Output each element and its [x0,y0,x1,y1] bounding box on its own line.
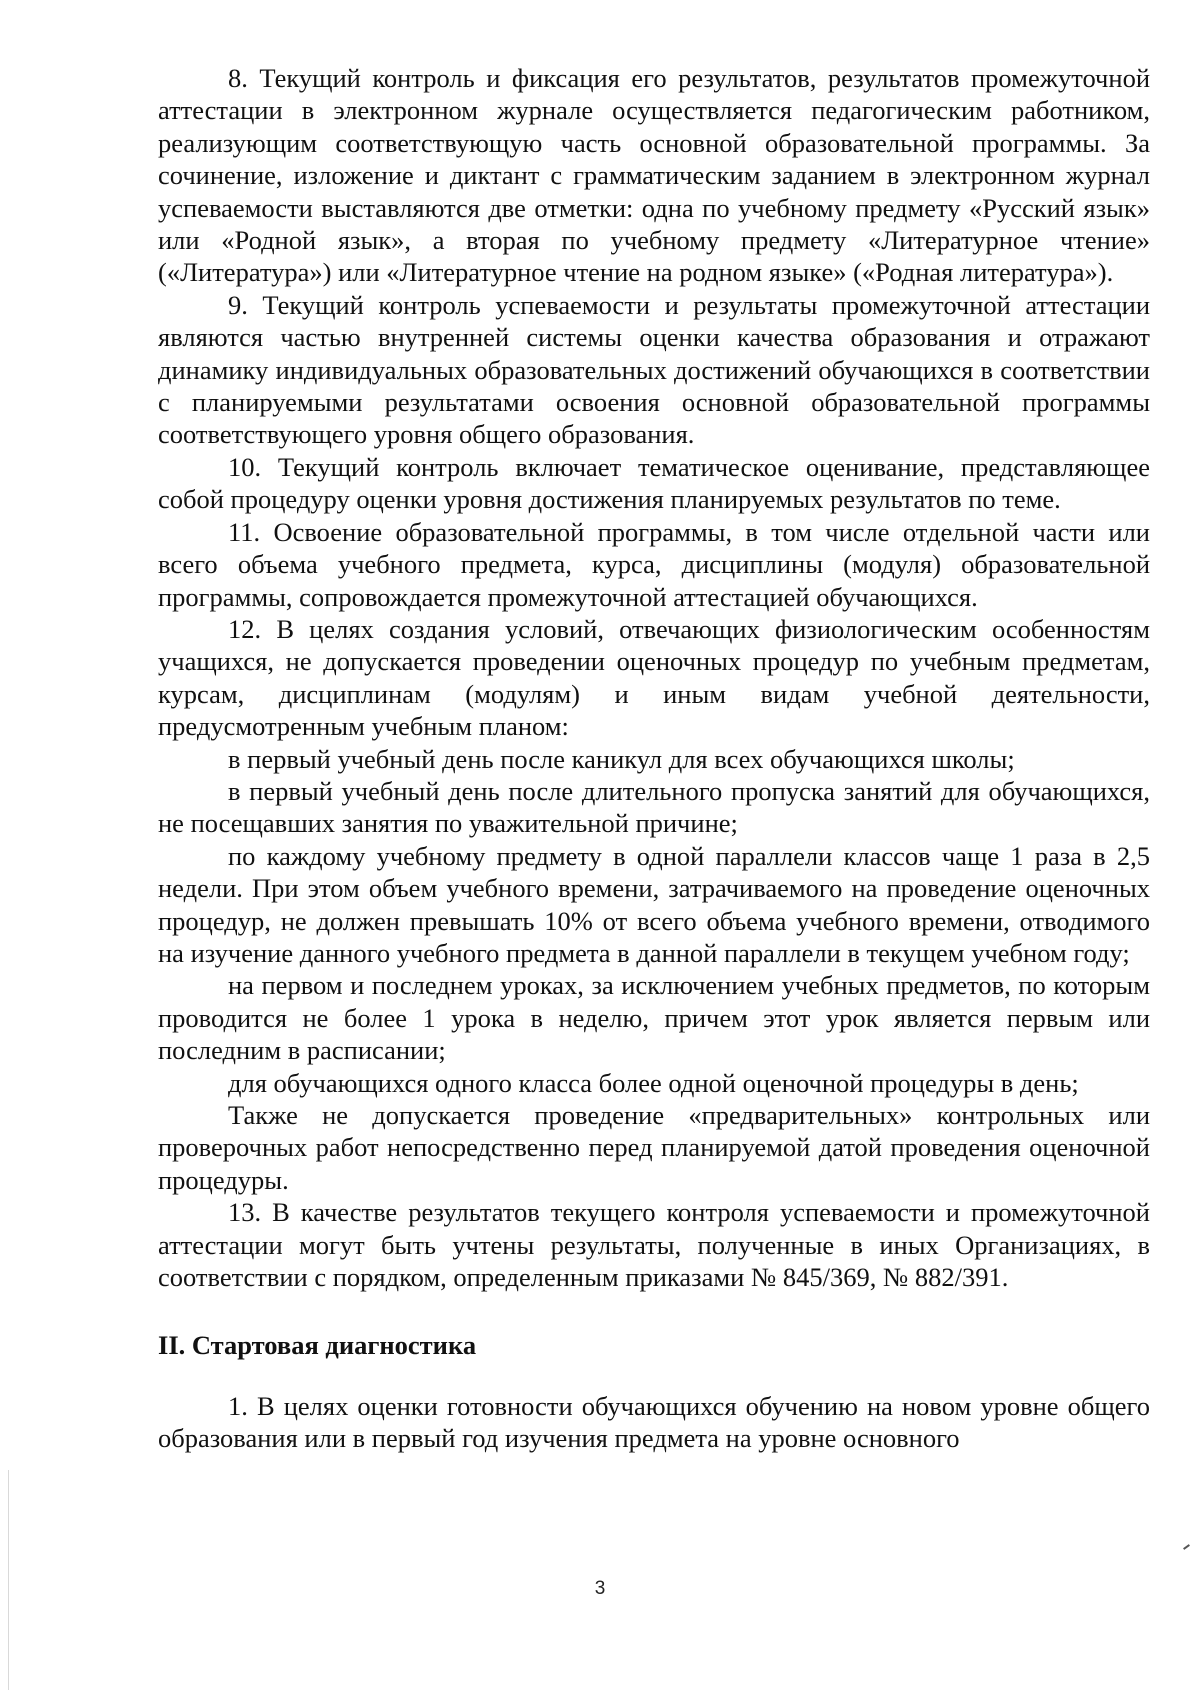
paragraph-item-10: 10. Текущий контроль включает тематическое оценивание, представляющее собой процедуру оценки уровня достижения планируемых результатов по теме. [158,451,1150,515]
list-item-after-absence: в первый учебный день после длительного пропуска занятий для обучающихся, не посещавших занятия по уважительной причине; [158,775,1150,839]
paragraph-item-9: 9. Текущий контроль успеваемости и результаты промежуточной аттестации являются частью внутренней системы оценки качества образования и отражают динамику индивидуальных образовательных достижений обучающихся в соответствии с планируемыми результатами освоения основной образовательной программы соответствующего уровня общего образования. [158,289,1150,450]
paragraph-preliminary-tests: Также не допускается проведение «предварительных» контрольных или проверочных работ непосредственно перед планируемой датой проведения оценочной процедуры. [158,1100,1150,1195]
paragraph-item-13: 13. В качестве результатов текущего контроля успеваемости и промежуточной аттестации могут быть учтены результаты, полученные в иных Организациях, в соответствии с порядком, определенным приказами № 845/369, № 882/391. [158,1197,1150,1293]
section-paragraph-1: 1. В целях оценки готовности обучающихся обучению на новом уровне общего образования или в первый год изучения предмета на уровне основного [158,1390,1150,1454]
list-item-frequency-limit: по каждому учебному предмету в одной параллели классов чаще 1 раза в 2,5 недели. При этом объем учебного времени, затрачиваемого на проведение оценочных процедур, не должен превышать 10% от всего объема учебного времени, отводимого на изучение данного учебного предмета в данной параллели в текущем учебном году; [158,840,1150,968]
scan-edge-line [8,1470,9,1690]
list-item-after-holidays: в первый учебный день после каникул для всех обучающихся школы; [228,743,1015,774]
scan-speck [1183,1544,1190,1550]
page-number: 3 [594,1578,606,1599]
paragraph-item-12: 12. В целях создания условий, отвечающих физиологическим особенностям учащихся, не допускается проведении оценочных процедур по учебным предметам, курсам, дисциплинам (модулям) и иным видам учебной деятельности, предусмотренным учебным планом: [158,613,1150,742]
list-item-first-last-lesson: на первом и последнем уроках, за исключением учебных предметов, по которым проводится не более 1 урока в неделю, причем этот урок является первым или последним в расписании; [158,970,1150,1066]
document-body [158,62,1150,1455]
paragraph-item-8: 8. Текущий контроль и фиксация его результатов, результатов промежуточной аттестации в электронном журнале осуществляется педагогическим работником, реализующим соответствующую часть основной образовательной программы. За сочинение, изложение и диктант с грамматическим заданием в электронном журнал успеваемости выставляются две отметки: одна по учебному предмету «Русский язык» или «Родной язык», а вторая по учебному предмету «Литературное чтение» («Литература») или «Литературное чтение на родном языке» («Родная литература»). [158,63,1150,288]
section-heading: II. Стартовая диагностика [158,1330,477,1361]
list-item-one-per-day: для обучающихся одного класса более одной оценочной процедуры в день; [228,1067,1079,1098]
paragraph-item-11: 11. Освоение образовательной программы, в том числе отдельной части или всего объема учебного предмета, курса, дисциплины (модуля) образовательной программы, сопровождается промежуточной аттестацией обучающихся. [158,516,1150,612]
section-spacer [158,1362,1150,1390]
